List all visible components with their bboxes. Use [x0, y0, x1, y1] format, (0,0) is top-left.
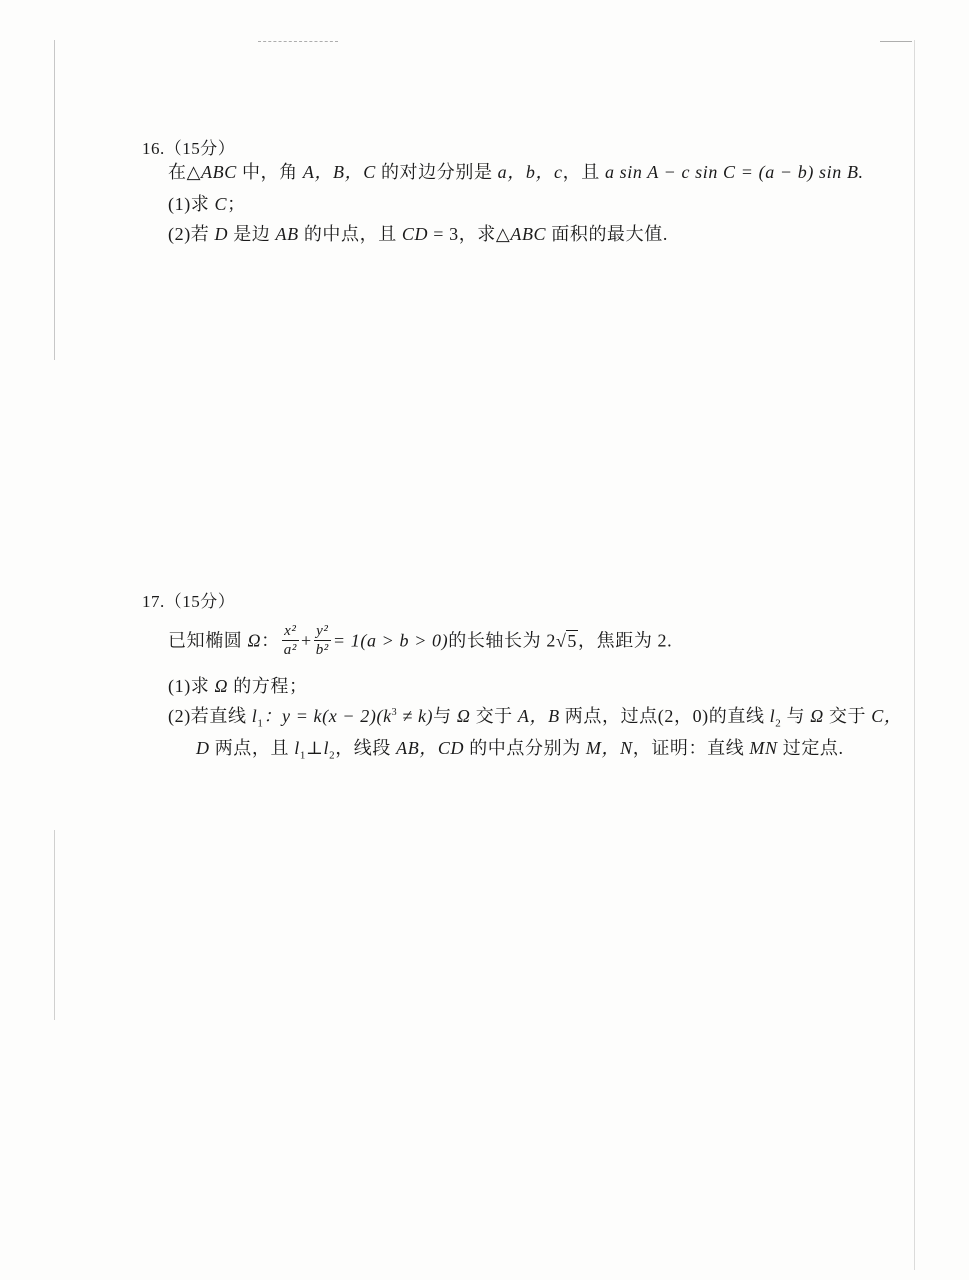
math-var: l — [251, 706, 258, 726]
math-var: l — [769, 706, 776, 726]
text: 在△ — [168, 162, 202, 182]
math-var: AB，CD — [396, 738, 465, 758]
math-equation: = 1(a > b > 0) — [332, 630, 449, 651]
subscript: 1 — [257, 717, 264, 730]
text: = 3，求△ — [428, 224, 511, 244]
math-equation: ≠ k) — [397, 706, 434, 726]
fraction-denominator: a² — [283, 642, 297, 658]
text: (2)若 — [168, 224, 215, 244]
text: 两点，过点(2，0)的直线 — [559, 706, 770, 726]
math-var: CD — [401, 224, 429, 244]
text: ，线段 — [335, 738, 397, 758]
math-var: MN — [749, 738, 778, 758]
subscript: 2 — [329, 749, 336, 762]
text: 的方程； — [228, 676, 308, 696]
question-16-part1 — [168, 192, 246, 216]
question-17-part1 — [168, 674, 308, 698]
text: 中，角 — [236, 162, 303, 182]
math-var: Ω — [214, 676, 229, 696]
question-16-header: 16.（15分） — [142, 139, 236, 158]
question-17-part2-line1 — [168, 704, 902, 728]
text: 是边 — [228, 224, 276, 244]
math-equation: a sin A − c sin C = (a − b) sin B. — [604, 162, 864, 182]
math-var: A，B，C — [302, 162, 376, 182]
superscript: 3 — [391, 707, 398, 718]
scan-mark — [880, 41, 912, 43]
question-17-header: 17.（15分） — [142, 592, 236, 611]
fraction-numerator: x² — [282, 622, 299, 641]
text: 的长轴长为 2 — [448, 630, 556, 651]
text: (1)求 — [168, 194, 215, 214]
text: + — [300, 630, 312, 651]
fraction — [314, 622, 331, 659]
text: 已知椭圆 — [168, 630, 248, 651]
math-var: a，b，c — [497, 162, 563, 182]
text: 的中点分别为 — [464, 738, 586, 758]
text: ，证明：直线 — [632, 738, 750, 758]
text: 的中点，且 — [298, 224, 402, 244]
text: 两点，且 — [209, 738, 295, 758]
text: ： — [261, 630, 280, 651]
math-var: l — [323, 738, 330, 758]
math-var: M，N — [585, 738, 633, 758]
scan-edge-line — [54, 830, 55, 1020]
question-16-part2 — [168, 222, 668, 246]
scan-edge-line — [54, 40, 55, 360]
perpendicular-symbol: ⊥ — [305, 738, 324, 758]
math-equation: ：y = k(x − 2)(k — [263, 706, 392, 726]
text: 交于 — [823, 706, 872, 726]
text: ，且 — [562, 162, 605, 182]
question-16-stem — [168, 160, 864, 184]
text: ，焦距为 2. — [578, 630, 673, 651]
scan-edge-line — [914, 40, 915, 1270]
text: 面积的最大值. — [546, 224, 668, 244]
question-17-part2-line2 — [196, 736, 844, 760]
square-root: √5 — [555, 630, 578, 651]
math-var: AB — [275, 224, 299, 244]
math-var: Ω — [456, 706, 471, 726]
math-var: l — [294, 738, 300, 758]
text: 与 — [781, 706, 811, 726]
text: 与 — [433, 706, 457, 726]
text: (1)求 — [168, 676, 215, 696]
fraction — [282, 622, 299, 659]
question-17-stem — [168, 624, 672, 661]
text: ； — [227, 194, 246, 214]
radicand: 5 — [567, 630, 578, 651]
math-var: D — [214, 224, 229, 244]
subscript: 1 — [299, 749, 306, 762]
math-var: Ω — [247, 630, 262, 651]
subscript: 2 — [775, 717, 782, 730]
math-var: Ω — [810, 706, 824, 726]
scan-mark — [258, 41, 338, 43]
math-var: ABC — [510, 224, 547, 244]
math-var: C — [214, 194, 228, 214]
fraction-denominator: b² — [315, 642, 329, 658]
text: 过定点. — [777, 738, 844, 758]
math-var: A，B — [517, 706, 560, 726]
math-var: ABC — [201, 162, 237, 182]
text: 交于 — [470, 706, 518, 726]
math-var: C， — [871, 706, 903, 726]
fraction-numerator: y² — [314, 622, 331, 641]
text: 的对边分别是 — [375, 162, 498, 182]
math-var: D — [196, 738, 210, 758]
text: (2)若直线 — [168, 706, 252, 726]
